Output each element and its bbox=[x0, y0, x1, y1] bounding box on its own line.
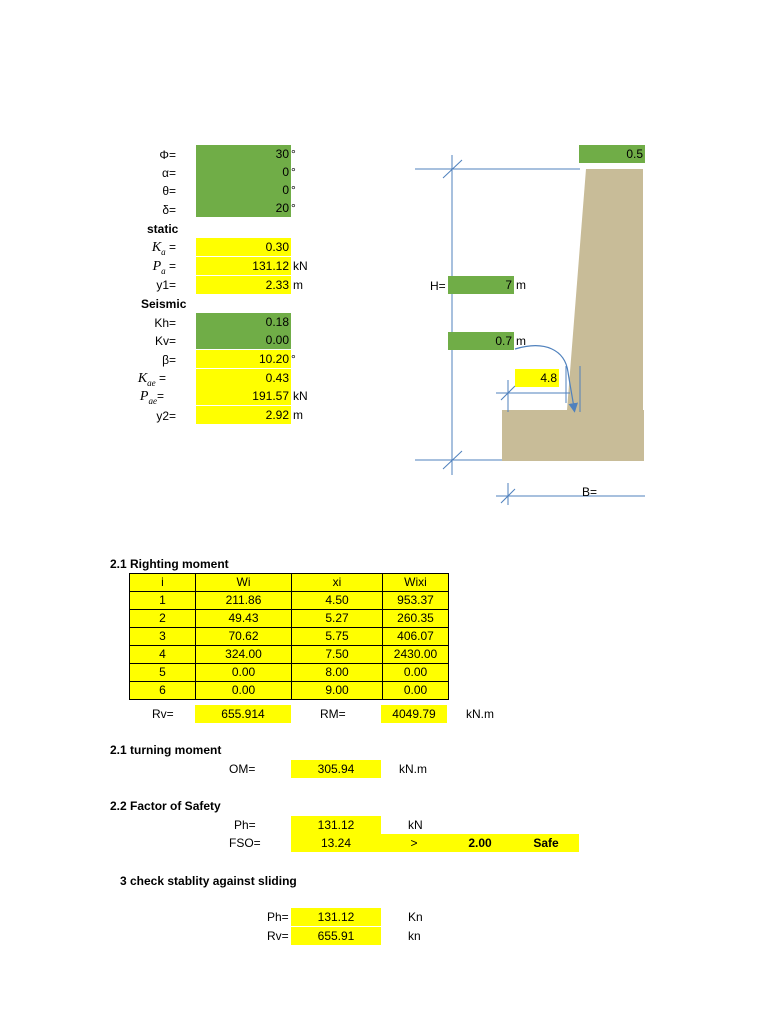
kae-label: $K_{ae}$ = bbox=[137, 371, 166, 388]
theta-label: θ= bbox=[162, 184, 176, 198]
cell-wi: 0.00 bbox=[196, 664, 292, 682]
heel-value: 4.8 bbox=[515, 369, 559, 387]
delta-unit: ° bbox=[291, 201, 296, 215]
toe-value[interactable]: 0.7 bbox=[448, 332, 514, 350]
wall-stem bbox=[567, 169, 643, 410]
table-row bbox=[130, 628, 449, 646]
sliding-rv-label: Rv= bbox=[267, 929, 289, 943]
pae-value: 191.57 bbox=[196, 387, 291, 405]
rv-label: Rv= bbox=[152, 707, 174, 721]
cell-wixi: 2430.00 bbox=[383, 646, 449, 664]
beta-unit: ° bbox=[291, 352, 296, 366]
y2-label: y2= bbox=[156, 409, 176, 423]
cell-i: 4 bbox=[130, 646, 196, 664]
om-unit: kN.m bbox=[399, 762, 427, 776]
rm-label: RM= bbox=[320, 707, 346, 721]
fos-title: 2.2 Factor of Safety bbox=[110, 799, 221, 813]
ka-label: $K_a$ = bbox=[151, 240, 176, 257]
sliding-ph-unit: Kn bbox=[408, 910, 423, 924]
cell-i: 5 bbox=[130, 664, 196, 682]
pae-label: $P_{ae}=$ bbox=[139, 389, 164, 406]
fso-status: Safe bbox=[513, 834, 579, 852]
cell-wi: 49.43 bbox=[196, 610, 292, 628]
om-value: 305.94 bbox=[291, 760, 381, 778]
theta-value[interactable]: 0 bbox=[196, 181, 291, 199]
alpha-unit: ° bbox=[291, 165, 296, 179]
righting-table bbox=[129, 573, 449, 700]
y2-value: 2.92 bbox=[196, 406, 291, 424]
sliding-ph-label: Ph= bbox=[267, 910, 289, 924]
phi-label: Φ= bbox=[159, 148, 176, 162]
cell-wixi: 0.00 bbox=[383, 664, 449, 682]
wall-base bbox=[502, 410, 644, 461]
cell-wixi: 953.37 bbox=[383, 592, 449, 610]
beta-value: 10.20 bbox=[196, 350, 291, 368]
pa-label: $P_a$ = bbox=[152, 259, 176, 276]
cell-i: 3 bbox=[130, 628, 196, 646]
sliding-ph-value: 131.12 bbox=[291, 908, 381, 926]
kv-value[interactable]: 0.00 bbox=[196, 331, 291, 349]
cell-wi: 0.00 bbox=[196, 682, 292, 700]
kae-value: 0.43 bbox=[196, 369, 291, 387]
cell-wixi: 0.00 bbox=[383, 682, 449, 700]
fso-compare: > bbox=[381, 834, 447, 852]
h-label: H= bbox=[430, 279, 446, 293]
col-header-wixi: Wixi bbox=[383, 574, 449, 592]
toe-unit: m bbox=[516, 334, 526, 348]
ph-label: Ph= bbox=[234, 818, 256, 832]
fso-label: FSO= bbox=[229, 836, 261, 850]
pae-unit: kN bbox=[293, 389, 308, 403]
cell-xi: 9.00 bbox=[292, 682, 383, 700]
cell-i: 1 bbox=[130, 592, 196, 610]
kh-label: Kh= bbox=[154, 316, 176, 330]
turning-title: 2.1 turning moment bbox=[110, 743, 222, 757]
sliding-rv-unit: kn bbox=[408, 929, 421, 943]
col-header-wi: Wi bbox=[196, 574, 292, 592]
pa-unit: kN bbox=[293, 259, 308, 273]
cell-xi: 4.50 bbox=[292, 592, 383, 610]
delta-value[interactable]: 20 bbox=[196, 199, 291, 217]
phi-unit: ° bbox=[291, 147, 296, 161]
delta-label: δ= bbox=[162, 203, 176, 217]
h-value[interactable]: 7 bbox=[448, 276, 514, 294]
sliding-rv-value: 655.91 bbox=[291, 927, 381, 945]
table-row bbox=[130, 592, 449, 610]
static-heading: static bbox=[147, 222, 179, 236]
alpha-label: α= bbox=[162, 166, 176, 180]
y1-label: y1= bbox=[156, 278, 176, 292]
cell-wixi: 406.07 bbox=[383, 628, 449, 646]
sliding-title: 3 check stablity against sliding bbox=[120, 874, 297, 888]
beta-label: β= bbox=[162, 353, 176, 367]
table-row bbox=[130, 664, 449, 682]
theta-unit: ° bbox=[291, 183, 296, 197]
fso-limit: 2.00 bbox=[447, 834, 513, 852]
h-unit: m bbox=[516, 278, 526, 292]
righting-title: 2.1 Righting moment bbox=[110, 557, 229, 571]
kv-label: Kv= bbox=[154, 334, 176, 348]
ph-unit: kN bbox=[408, 818, 423, 832]
fso-value: 13.24 bbox=[291, 834, 381, 852]
cell-i: 6 bbox=[130, 682, 196, 700]
cell-i: 2 bbox=[130, 610, 196, 628]
top-width-value[interactable]: 0.5 bbox=[579, 145, 645, 163]
y2-unit: m bbox=[293, 408, 303, 422]
pa-value: 131.12 bbox=[196, 257, 291, 275]
y1-value: 2.33 bbox=[196, 276, 291, 294]
kh-value[interactable]: 0.18 bbox=[196, 313, 291, 331]
phi-value[interactable]: 30 bbox=[196, 145, 291, 163]
cell-xi: 7.50 bbox=[292, 646, 383, 664]
cell-xi: 5.27 bbox=[292, 610, 383, 628]
cell-xi: 8.00 bbox=[292, 664, 383, 682]
table-row bbox=[130, 610, 449, 628]
cell-wi: 211.86 bbox=[196, 592, 292, 610]
cell-wi: 70.62 bbox=[196, 628, 292, 646]
cell-wi: 324.00 bbox=[196, 646, 292, 664]
rm-value: 4049.79 bbox=[381, 705, 447, 723]
b-label: B= bbox=[582, 485, 598, 499]
y1-unit: m bbox=[293, 278, 303, 292]
rv-value: 655.914 bbox=[195, 705, 291, 723]
table-row bbox=[130, 646, 449, 664]
cell-xi: 5.75 bbox=[292, 628, 383, 646]
cell-wixi: 260.35 bbox=[383, 610, 449, 628]
table-row bbox=[130, 682, 449, 700]
om-label: OM= bbox=[229, 762, 256, 776]
col-header-xi: xi bbox=[292, 574, 383, 592]
table-header-row bbox=[130, 574, 449, 592]
ph-value: 131.12 bbox=[291, 816, 381, 834]
alpha-value[interactable]: 0 bbox=[196, 163, 291, 181]
seismic-heading: Seismic bbox=[141, 297, 187, 311]
ka-value: 0.30 bbox=[196, 238, 291, 256]
col-header-i: i bbox=[130, 574, 196, 592]
rm-unit: kN.m bbox=[466, 707, 494, 721]
